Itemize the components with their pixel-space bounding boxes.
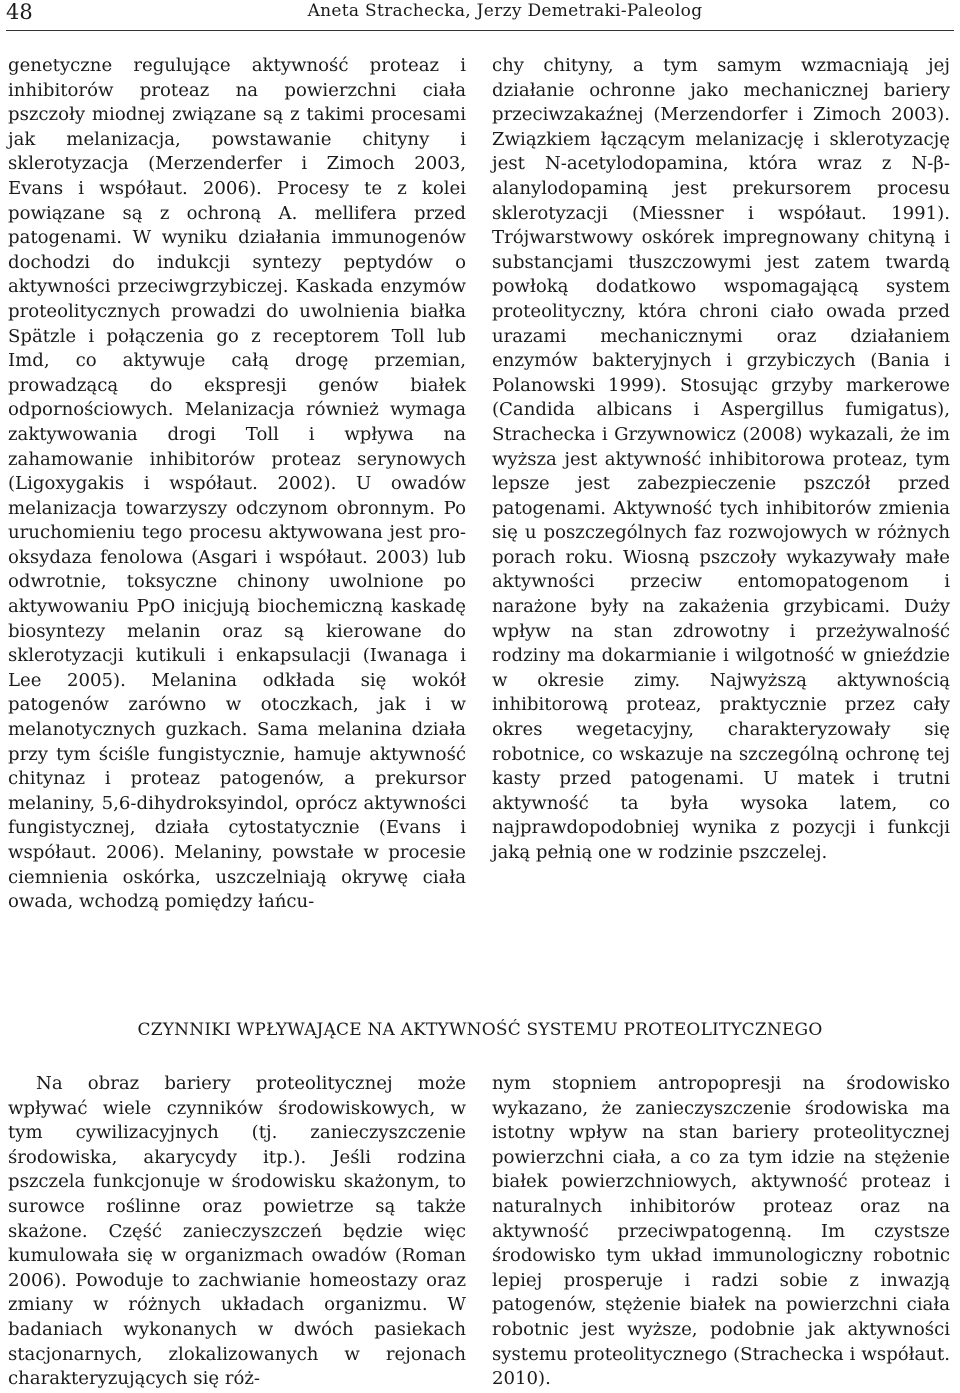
body-paragraph-right: chy chityny, a tym samym wzmacniają jej działanie ochronne jako mechanicznej bariery przeciwzakaźnej (Merzendorfer i Zimoch 2003). Związkiem łączącym melanizację i sklerotyzację jest N-acetylodopamina, która wraz z N-β-alanylodopaminą jest prekursorem procesu sklerotyzacji (Miessner i współaut. 1991). Trójwarstwowy oskórek impregnowany chityną i substancjami tłuszczowymi jest zatem twardą powłoką dodatkowo wspomagającą system proteolityczny, która chroni ciało owada przed urazami mechanicznymi oraz działaniem enzymów bakteryjnych i grzybiczych (Bania i Polanowski 1999). Stosując grzyby markerowe (Candida albicans i Aspergillus fumigatus), Strachecka i Grzywnowicz (2008) wykazali, że im wyższa jest aktywność inhibitorowa proteaz, tym lepsze jest zabezpieczenie pszczół przed patogenami. Aktywność tych inhibitorów zmienia się u poszczególnych faz rozwojowych w różnych porach roku. Wiosną pszczoły wykazywały małe aktywności przeciw entomopatogenom i narażone były na zakażenia grzybicami. Duży wpływ na stan zdrowotny i przeżywalność rodziny ma dokarmianie i wilgotność w gnieździe w okresie zimy. Najwyższą aktywnością inhibitorową proteaz, praktycznie przez cały okres wegetacyjny, charakteryzowały się robotnice, co wskazuje na szczególną ochronę tej kasty przed patogenami. U matek i trutni aktywność ta była wysoka latem, co najprawdopodobniej wynika z pozycji i funkcji jaką pełnią one w rodzinie pszczelej. bbox=[492, 55, 950, 863]
running-title: Aneta Strachecka, Jerzy Demetraki-Paleolog bbox=[307, 1, 703, 21]
section-paragraph-right: nym stopniem antropopresji na środowisko wykazano, że zanieczyszczenie środowiska ma istotny wpływ na stan bariery proteolitycznej powierzchni ciała, a co za tym idzie na stężenie białek powierzchniowych, aktywność proteaz i naturalnych inhibitorów proteaz oraz na aktywność przeciwpatogenną. Im czystsze środowisko tym układ immunologiczny robotnic lepiej prosperuje i radzi sobie z inwazją patogenów, stężenie białek na powierzchni ciała robotnic jest wyższe, podobnie jak aktywności systemu proteolitycznego (Strachecka i współaut. 2010). bbox=[492, 1073, 950, 1390]
section-column-right bbox=[492, 1072, 950, 1392]
body-paragraph-left: genetyczne regulujące aktywność proteaz i inhibitorów proteaz na powierzchni ciała pszczoły miodnej związane są z takimi procesami jak melanizacja, powstawanie chityny i sklerotyzacja (Merzenderfer i Zimoch 2003, Evans i współaut. 2006). Procesy te z kolei powiązane są z ochroną A. mellifera przed patogenami. W wyniku działania immunogenów dochodzi do indukcji syntezy peptydów o aktywności przeciwgrzybiczej. Kaskada enzymów proteolitycznych prowadzi do uwolnienia białka Spätzle i połączenia go z receptorem Toll lub Imd, co aktywuje całą drogę przemian, prowadzącą do ekspresji genów białek odpornościowych. Melanizacja również wymaga zaktywowania drogi Toll i wpływa na zahamowanie inhibitorów proteaz serynowych (Ligoxygakis i współaut. 2002). U owadów melanizacja towarzyszy odczynom obronnym. Po uruchomieniu tego procesu aktywowana jest pro-oksydaza fenolowa (Asgari i współaut. 2003) lub odwrotnie, toksyczne chinony uwolnione po aktywowaniu PpO inicjują biochemiczną kaskadę biosyntezy melanin oraz są kierowane do sklerotyzacji kutikuli i enkapsulacji (Iwanaga i Lee 2005). Melanina odkłada się wokół patogenów zarówno w otoczkach, jak i w melanotycznych guzkach. Sama melanina działa przy tym ściśle fungistycznie, hamuje aktywność chitynaz i proteaz patogenów, a prekursor melaniny, 5,6-dihydroksyindol, oprócz aktywności fungistycznej, działa cytostatycznie (Evans i współaut. 2006). Melaniny, powstałe w procesie ciemnienia oskórka, uszczelniają okrywę ciała owada, wchodzą pomiędzy łańcu- bbox=[8, 55, 466, 913]
body-column-right bbox=[492, 54, 950, 866]
header-rule bbox=[6, 30, 954, 31]
section-heading: CZYNNIKI WPŁYWAJĄCE NA AKTYWNOŚĆ SYSTEMU PROTEOLITYCZNEGO bbox=[137, 1020, 823, 1040]
body-column-left bbox=[8, 54, 466, 915]
page-header bbox=[0, 0, 960, 28]
section-paragraph-left: Na obraz bariery proteolitycznej może wpływać wiele czynników środowiskowych, w tym cywilizacyjnych (tj. zanieczyszczenie środowiska, akarycydy itp.). Jeśli rodzina pszczela funkcjonuje w środowisku skażonym, to surowce roślinne oraz powietrze są także skażone. Część zanieczyszczeń będzie więc kumulowała się w organizmach owadów (Roman 2006). Powoduje to zachwianie homeostazy oraz zmiany w różnych układach organizmu. W badaniach wykonanych w dwóch pasiekach stacjonarnych, zlokalizowanych w rejonach charakteryzujących się róż- bbox=[8, 1073, 466, 1390]
section-column-left bbox=[8, 1072, 466, 1392]
page-number: 48 bbox=[6, 0, 33, 24]
